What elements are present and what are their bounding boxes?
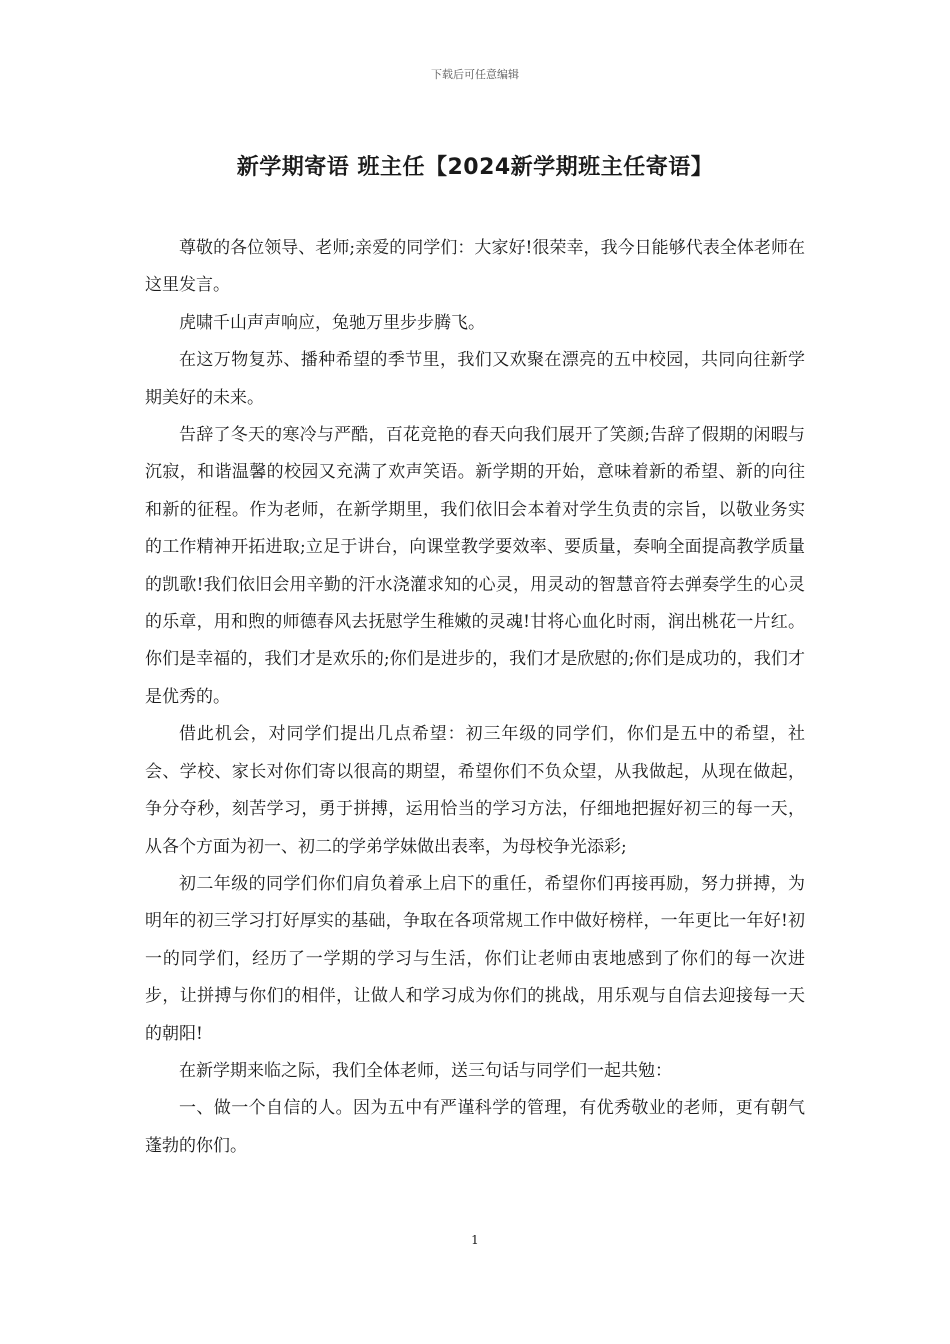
paragraph: 在新学期来临之际，我们全体老师，送三句话与同学们一起共勉： xyxy=(179,1060,672,1081)
paragraph: 告辞了冬天的寒冷与严酷，百花竞艳的春天向我们展开了笑颜;告辞了假期的闲暇与沉寂，和谐温馨的校园又充满了欢声笑语。新学期的开始，意味着新的希望、新的向往和新的征程。作为老师，在新学期里，我们依旧会本着对学生负责的宗旨，以敬业务实的工作精神开拓进取;立足于讲台，向课堂教学要效率、要质量，奏响全面提高教学质量的凯歌!我们依旧会用辛勤的汗水浇灌求知的心灵，用灵动的智慧音符去弹奏学生的心灵的乐章，用和煦的师德春风去抚慰学生稚嫩的灵魂!甘将心血化时雨，润出桃花一片红。你们是幸福的，我们才是欢乐的;你们是进步的，我们才是欣慰的;你们是成功的，我们才是优秀的。 xyxy=(145,425,805,707)
paragraph: 在这万物复苏、播种希望的季节里，我们又欢聚在漂亮的五中校园，共同向往新学期美好的未来。 xyxy=(145,350,805,408)
paragraph: 借此机会，对同学们提出几点希望：初三年级的同学们，你们是五中的希望，社会、学校、家长对你们寄以很高的期望，希望你们不负众望，从我做起，从现在做起，争分夺秒，刻苦学习，勇于拼搏，运用恰当的学习方法，仔细地把握好初三的每一天，从各个方面为初一、初二的学弟学妹做出表率，为母校争光添彩; xyxy=(145,724,805,857)
paragraph: 虎啸千山声声响应，兔驰万里步步腾飞。 xyxy=(179,312,485,333)
document-body xyxy=(145,230,805,1165)
page-number: 1 xyxy=(471,1233,479,1247)
document-title: 新学期寄语 班主任【2024新学期班主任寄语】 xyxy=(236,155,714,180)
paragraph: 初二年级的同学们你们肩负着承上启下的重任，希望你们再接再励，努力拼搏，为明年的初三学习打好厚实的基础，争取在各项常规工作中做好榜样，一年更比一年好!初一的同学们，经历了一学期的学习与生活，你们让老师由衷地感到了你们的每一次进步，让拼搏与你们的相伴，让做人和学习成为你们的挑战，用乐观与自信去迎接每一天的朝阳! xyxy=(145,873,805,1044)
header-note: 下载后可任意编辑 xyxy=(431,68,519,81)
paragraph: 尊敬的各位领导、老师;亲爱的同学们：大家好!很荣幸，我今日能够代表全体老师在这里发言。 xyxy=(145,238,805,296)
paragraph: 一、做一个自信的人。因为五中有严谨科学的管理，有优秀敬业的老师，更有朝气蓬勃的你们。 xyxy=(145,1098,805,1156)
